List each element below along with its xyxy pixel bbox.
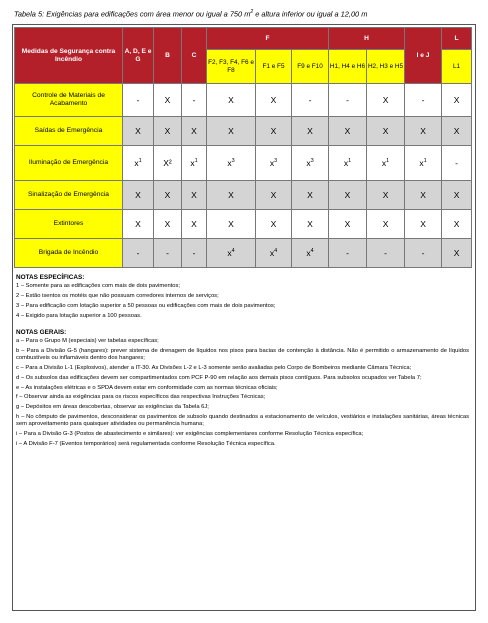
table-cell [442,210,472,239]
cell-value: - [192,95,196,105]
table-cell [405,210,442,239]
subgroup-header: H1, H4 e H6 [329,50,367,84]
table-row [15,239,472,268]
table-cell [123,117,154,146]
row-label: Extintores [15,210,123,239]
cell-value: x [381,158,387,168]
cell-value: X [135,126,141,136]
cell-value: X [307,190,313,200]
group-header: B [154,28,182,84]
table-cell [182,181,207,210]
table-cell [123,239,154,268]
specific-note: 4 – Exigido para lotação superior a 100 pessoas. [16,312,142,319]
cell-value: X [164,219,171,229]
table-cell [292,146,329,181]
table-cell [182,146,207,181]
table-cell [405,239,442,268]
cell-value: X [382,126,389,136]
table-cell [292,117,329,146]
cell-value: x [269,158,275,168]
table-cell [154,117,182,146]
table-row [15,84,472,117]
row-label: Iluminação de Emergência [15,146,123,181]
table-cell [405,181,442,210]
table-cell [329,239,367,268]
cell-value: X [307,219,313,229]
table-row [15,117,472,146]
table-cell [182,84,207,117]
general-note: c – Para a Divisão L-1 (Explosivos), atender a IT-30. As Divisões L-2 e L-3 somente serão avaliadas pelo Corpo de Bombeiros mediante Câmara Técnica; [16,365,412,371]
cell-value: X [270,219,277,229]
cell-value: X [228,126,234,136]
table-cell [123,146,154,181]
table-cell [405,146,442,181]
cell-value: X [135,219,141,229]
cell-value: X [453,126,460,136]
table-cell [442,117,472,146]
cell-value: X [453,248,460,258]
table-cell [292,210,329,239]
cell-footnote: 1 [348,158,352,165]
row-label: Brigada de Incêndio [15,239,123,268]
row-label: Sinalização de Emergência [15,181,123,210]
caption-text: Tabela 5: Exigências para edificações com área menor ou igual a 750 m [14,9,251,19]
specific-note: 2 – Estão isentos os motéis que não possuam corredores internos de serviços; [16,293,219,300]
table-cell [256,181,292,210]
row-label: Controle de Materiais de Acabamento [15,84,123,117]
caption-superscript: 2 [250,9,254,15]
cell-value: x [306,158,311,168]
table-cell [154,210,182,239]
cell-value: X [270,190,277,200]
cell-footnote: 1 [386,158,390,165]
specific-notes-title: NOTAS ESPECÍFICAS: [16,274,85,281]
cell-footnote: 4 [310,248,314,255]
table-cell [367,210,405,239]
cell-value: X² [163,158,172,168]
cell-value: X [420,190,426,200]
general-note: i – A Divisão F-7 (Eventos temporários) será regulamentada conforme Resolução Técnica específica. [16,440,276,447]
cell-value: X [382,95,389,105]
cell-value: X [164,190,171,200]
cell-value: X [164,126,171,136]
cell-value: X [270,126,277,136]
table-cell [182,210,207,239]
subgroup-header: L1 [442,50,472,84]
cell-footnote: 3 [310,158,314,165]
cell-value: X [307,126,313,136]
cell-value: X [344,190,351,200]
general-notes-title: NOTAS GERAIS: [16,328,67,336]
general-note: g – Depósitos em áreas descobertas, observar as exigências da Tabela 6J; [16,404,209,411]
cell-value: x [227,248,232,258]
table-cell [442,181,472,210]
row-label: Saídas de Emergência [15,117,123,146]
table-cell [442,239,472,268]
cell-footnote: 4 [274,248,278,255]
table-cell [329,146,367,181]
general-note: f – Observar ainda as exigências para os riscos específicos das respectivas Instruções Técnicas; [16,394,266,401]
cell-value: X [344,219,351,229]
cell-value: x [269,248,275,258]
cell-value: - [346,95,349,105]
cell-value: x [190,158,195,168]
cell-value: X [191,126,197,136]
general-note: e – As instalações elétricas e o SPDA devem estar em conformidade com as normas técnicas oficiais; [16,384,278,391]
table-cell [256,210,292,239]
cell-value: X [228,95,234,105]
general-note: b – Para a Divisão G-5 (hangares): prever sistema de drenagem de líquidos nos pisos para bacias de contenção à distância. Não é permitido o armazenamento de líquidos combustíveis ou inflamáveis dentro dos hangares; [16,347,469,362]
table-cell [442,84,472,117]
cell-footnote: 1 [194,158,198,165]
cell-footnote: 3 [231,158,235,165]
cell-value: X [191,190,197,200]
table-cell [405,117,442,146]
table-caption [14,9,367,18]
general-note: a – Para o Grupo M (especiais) ver tabelas específicas; [16,338,159,344]
table-row [15,181,472,210]
table-cell [256,239,292,268]
cell-footnote: 1 [423,158,427,165]
cell-value: X [270,95,277,105]
table-cell [367,181,405,210]
table-cell [256,146,292,181]
table-cell [367,146,405,181]
general-note: d – Os subsolos das edificações devem ser compartimentados com PCF P-90 em relação aos demais pisos contíguos. Para subsolos ocupados ver Tabela 7; [16,374,422,381]
table-cell [207,210,256,239]
caption-text-end: e altura inferior ou igual a 12,00 m [253,9,368,19]
table-cell [154,146,182,181]
table-cell [256,117,292,146]
table-row [15,146,472,181]
cell-value: X [191,219,197,229]
cell-value: - [421,248,425,258]
table-cell [292,84,329,117]
table-cell [123,210,154,239]
table-row [15,210,472,239]
table-cell [329,210,367,239]
cell-value: - [455,158,458,168]
table-cell [405,84,442,117]
cell-footnote: 1 [138,158,142,165]
table-cell [292,181,329,210]
cell-value: X [453,190,460,200]
cell-value: - [308,95,312,105]
table-cell [207,181,256,210]
cell-value: x [134,158,139,168]
cell-value: - [136,248,140,258]
table-cell [207,117,256,146]
cell-value: X [382,190,389,200]
subgroup-header: H2, H3 e H5 [367,50,405,84]
group-header: C [182,28,207,84]
specific-note: 3 – Para edificação com lotação superior a 50 pessoas ou edificações com mais de dois pavimentos; [16,303,276,309]
table-cell [329,117,367,146]
cell-value: X [453,219,460,229]
group-header: A, D, E e G [123,28,154,84]
table-cell [329,181,367,210]
group-header: F [207,28,329,50]
specific-note: 1 – Somente para as edificações com mais de dois pavimentos; [16,283,181,290]
cell-footnote: 4 [231,248,235,255]
table-cell [123,181,154,210]
group-header: I e J [405,28,442,84]
cell-value: X [135,190,141,200]
cell-value: X [453,95,460,105]
cell-value: - [136,95,140,105]
table-cell [367,117,405,146]
cell-value: X [420,126,426,136]
table-cell [207,239,256,268]
group-header: L [442,28,472,50]
table-cell [256,84,292,117]
cell-value: x [419,158,424,168]
group-header: H [329,28,405,50]
table-cell [367,84,405,117]
table-cell [154,84,182,117]
cell-value: X [228,219,234,229]
general-note: i – Para a Divisão G-3 (Postos de abastecimento e similares): ver exigências complementares conforme Resolução Técnica específica; [16,431,364,438]
requirements-table [14,27,472,268]
subgroup-header: F2, F3, F4, F6 e F8 [207,50,256,84]
table-cell [292,239,329,268]
cell-value: - [346,248,349,258]
cell-value: x [306,248,311,258]
general-note: h – No cômputo de pavimentos, desconsiderar os pavimentos de subsolo quando destinados a estacionamento de veículos, vestiários e instalações sanitárias, áreas técnicas sem aproveitamento para quaisquer atividades ou permanência humana; [16,413,469,428]
subgroup-header: F9 e F10 [292,50,329,84]
cell-value: X [228,190,234,200]
cell-value: X [382,219,389,229]
cell-value: x [227,158,232,168]
table-cell [182,117,207,146]
cell-value: X [420,219,426,229]
notes-section [16,274,469,451]
corner-header: Medidas de Segurança contra Incêndio [15,28,123,84]
cell-value: - [421,95,425,105]
cell-value: - [384,248,387,258]
table-cell [329,84,367,117]
cell-value: x [343,158,349,168]
cell-value: X [164,95,171,105]
table-cell [442,146,472,181]
table-cell [207,146,256,181]
table-cell [154,181,182,210]
table-cell [182,239,207,268]
table-cell [207,84,256,117]
table-cell [123,84,154,117]
cell-footnote: 3 [274,158,278,165]
cell-value: - [166,248,169,258]
cell-value: - [192,248,196,258]
table-cell [367,239,405,268]
table-cell [154,239,182,268]
subgroup-header: F1 e F5 [256,50,292,84]
cell-value: X [344,126,351,136]
